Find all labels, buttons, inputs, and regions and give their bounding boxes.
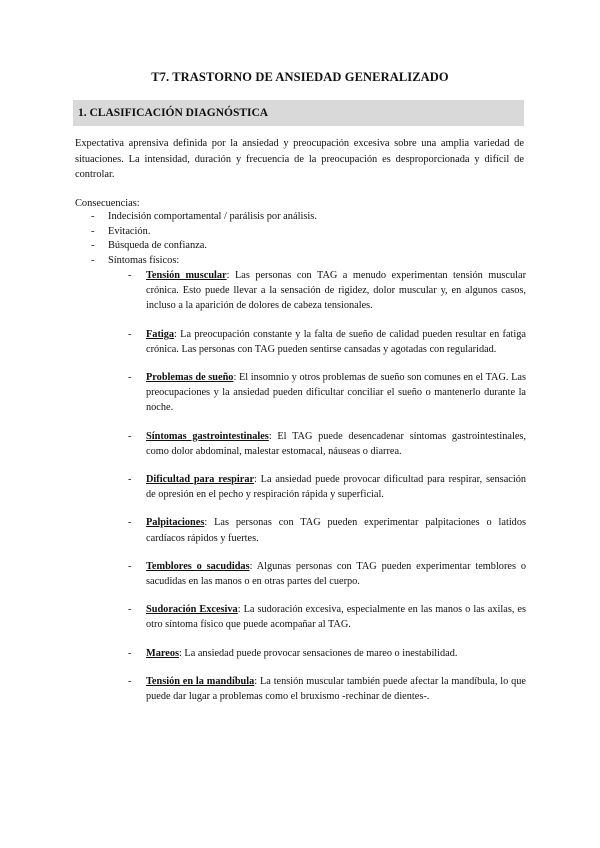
symptom-item <box>128 327 526 357</box>
symptom-term: Temblores o sacudidas <box>146 560 250 572</box>
list-dash: - <box>91 225 95 237</box>
symptom-term: Palpitaciones <box>146 517 205 529</box>
symptom-item <box>128 472 526 502</box>
symptom-item <box>128 268 526 314</box>
symptom-text: : La ansiedad puede provocar sensaciones de mareo o inestabilidad. <box>178 647 458 659</box>
symptom-term: Dificultad para respirar <box>146 474 255 486</box>
list-item <box>91 210 524 225</box>
symptom-item <box>128 602 526 632</box>
symptom-term: Tensión muscular <box>146 270 227 281</box>
symptoms-list <box>128 268 524 704</box>
list-dash: - <box>91 211 95 222</box>
list-item-text: Síntomas físicos: <box>108 254 180 266</box>
symptom-text: : Algunas personas con TAG pueden experimentar temblores o sacudidas en las manos o en otras partes del cuerpo. <box>146 560 526 588</box>
symptom-item <box>128 370 526 416</box>
symptom-term: Problemas de sueño <box>146 372 234 384</box>
list-dash: - <box>128 474 132 486</box>
symptom-item <box>128 429 526 459</box>
symptom-item <box>128 559 526 589</box>
list-item <box>91 225 524 240</box>
page-title: T7. TRASTORNO DE ANSIEDAD GENERALIZADO <box>151 70 449 84</box>
symptom-text: : Las personas con TAG pueden experimentar palpitaciones o latidos cardíacos rápidos y fuertes. <box>146 517 526 544</box>
section-heading: 1. CLASIFICACIÓN DIAGNÓSTICA <box>73 100 524 126</box>
list-dash: - <box>128 328 132 340</box>
list-item-text: Indecisión comportamental / parálisis por análisis. <box>108 211 317 222</box>
symptom-term: Síntomas gastrointestinales <box>146 430 269 442</box>
list-item <box>91 254 524 705</box>
list-item-text: Evitación. <box>108 225 151 237</box>
symptom-text: : El insomnio y otros problemas de sueño son comunes en el TAG. Las preocupaciones y la ansiedad pueden dificultar conciliar el sueño o mantenerlo durante la noche. <box>146 372 526 414</box>
symptom-item <box>128 674 526 704</box>
symptom-text: : La tensión muscular también puede afectar la mandíbula, lo que puede dar lugar a problemas como el bruxismo -rechinar de dientes-. <box>146 675 526 703</box>
intro-paragraph: Expectativa aprensiva definida por la ansiedad y preocupación excesiva sobre una amplia variedad de situaciones. La intensidad, duración y frecuencia de la preocupación es desproporcionada y difícil de controlar. <box>75 138 524 180</box>
list-dash: - <box>128 517 132 529</box>
list-dash: - <box>128 647 132 659</box>
symptom-item <box>128 515 526 545</box>
consequences-label: Consecuencias: <box>75 198 140 209</box>
symptom-text: : Las personas con TAG a menudo experimentan tensión muscular crónica. Esto puede llevar a la sensación de rigidez, dolor muscular y, en algunos casos, incluso a la aparición de dolores de cabeza tensionales. <box>146 270 526 312</box>
symptom-term: Sudoración Excesiva <box>146 604 238 616</box>
symptom-term: Fatiga <box>146 328 175 340</box>
list-dash: - <box>128 270 132 281</box>
symptom-text: : El TAG puede desencadenar síntomas gastrointestinales, como dolor abdominal, malestar estomacal, náuseas o diarrea. <box>146 430 526 457</box>
symptom-text: : La ansiedad puede provocar dificultad para respirar, sensación de opresión en el pecho y respiración rápida y superficial. <box>146 474 526 501</box>
consequences-list <box>91 210 524 717</box>
list-dash: - <box>128 675 132 687</box>
symptom-term: Mareos <box>146 647 179 659</box>
symptom-text: : La sudoración excesiva, especialmente en las manos o las axilas, es otro síntoma físico que puede acompañar al TAG. <box>146 604 526 631</box>
list-dash: - <box>91 254 95 266</box>
list-dash: - <box>128 560 132 572</box>
symptom-item <box>128 646 526 661</box>
symptom-term: Tensión en la mandíbula <box>146 675 255 687</box>
symptom-text: : La preocupación constante y la falta de sueño de calidad pueden resultar en fatiga crónica. Las personas con TAG pueden sentirse cansadas y agotadas con regularidad. <box>146 328 526 355</box>
list-item <box>91 239 524 254</box>
list-dash: - <box>128 430 132 442</box>
list-dash: - <box>128 604 132 616</box>
list-item-text: Búsqueda de confianza. <box>108 240 207 251</box>
list-dash: - <box>128 372 132 384</box>
list-dash: - <box>91 240 95 251</box>
